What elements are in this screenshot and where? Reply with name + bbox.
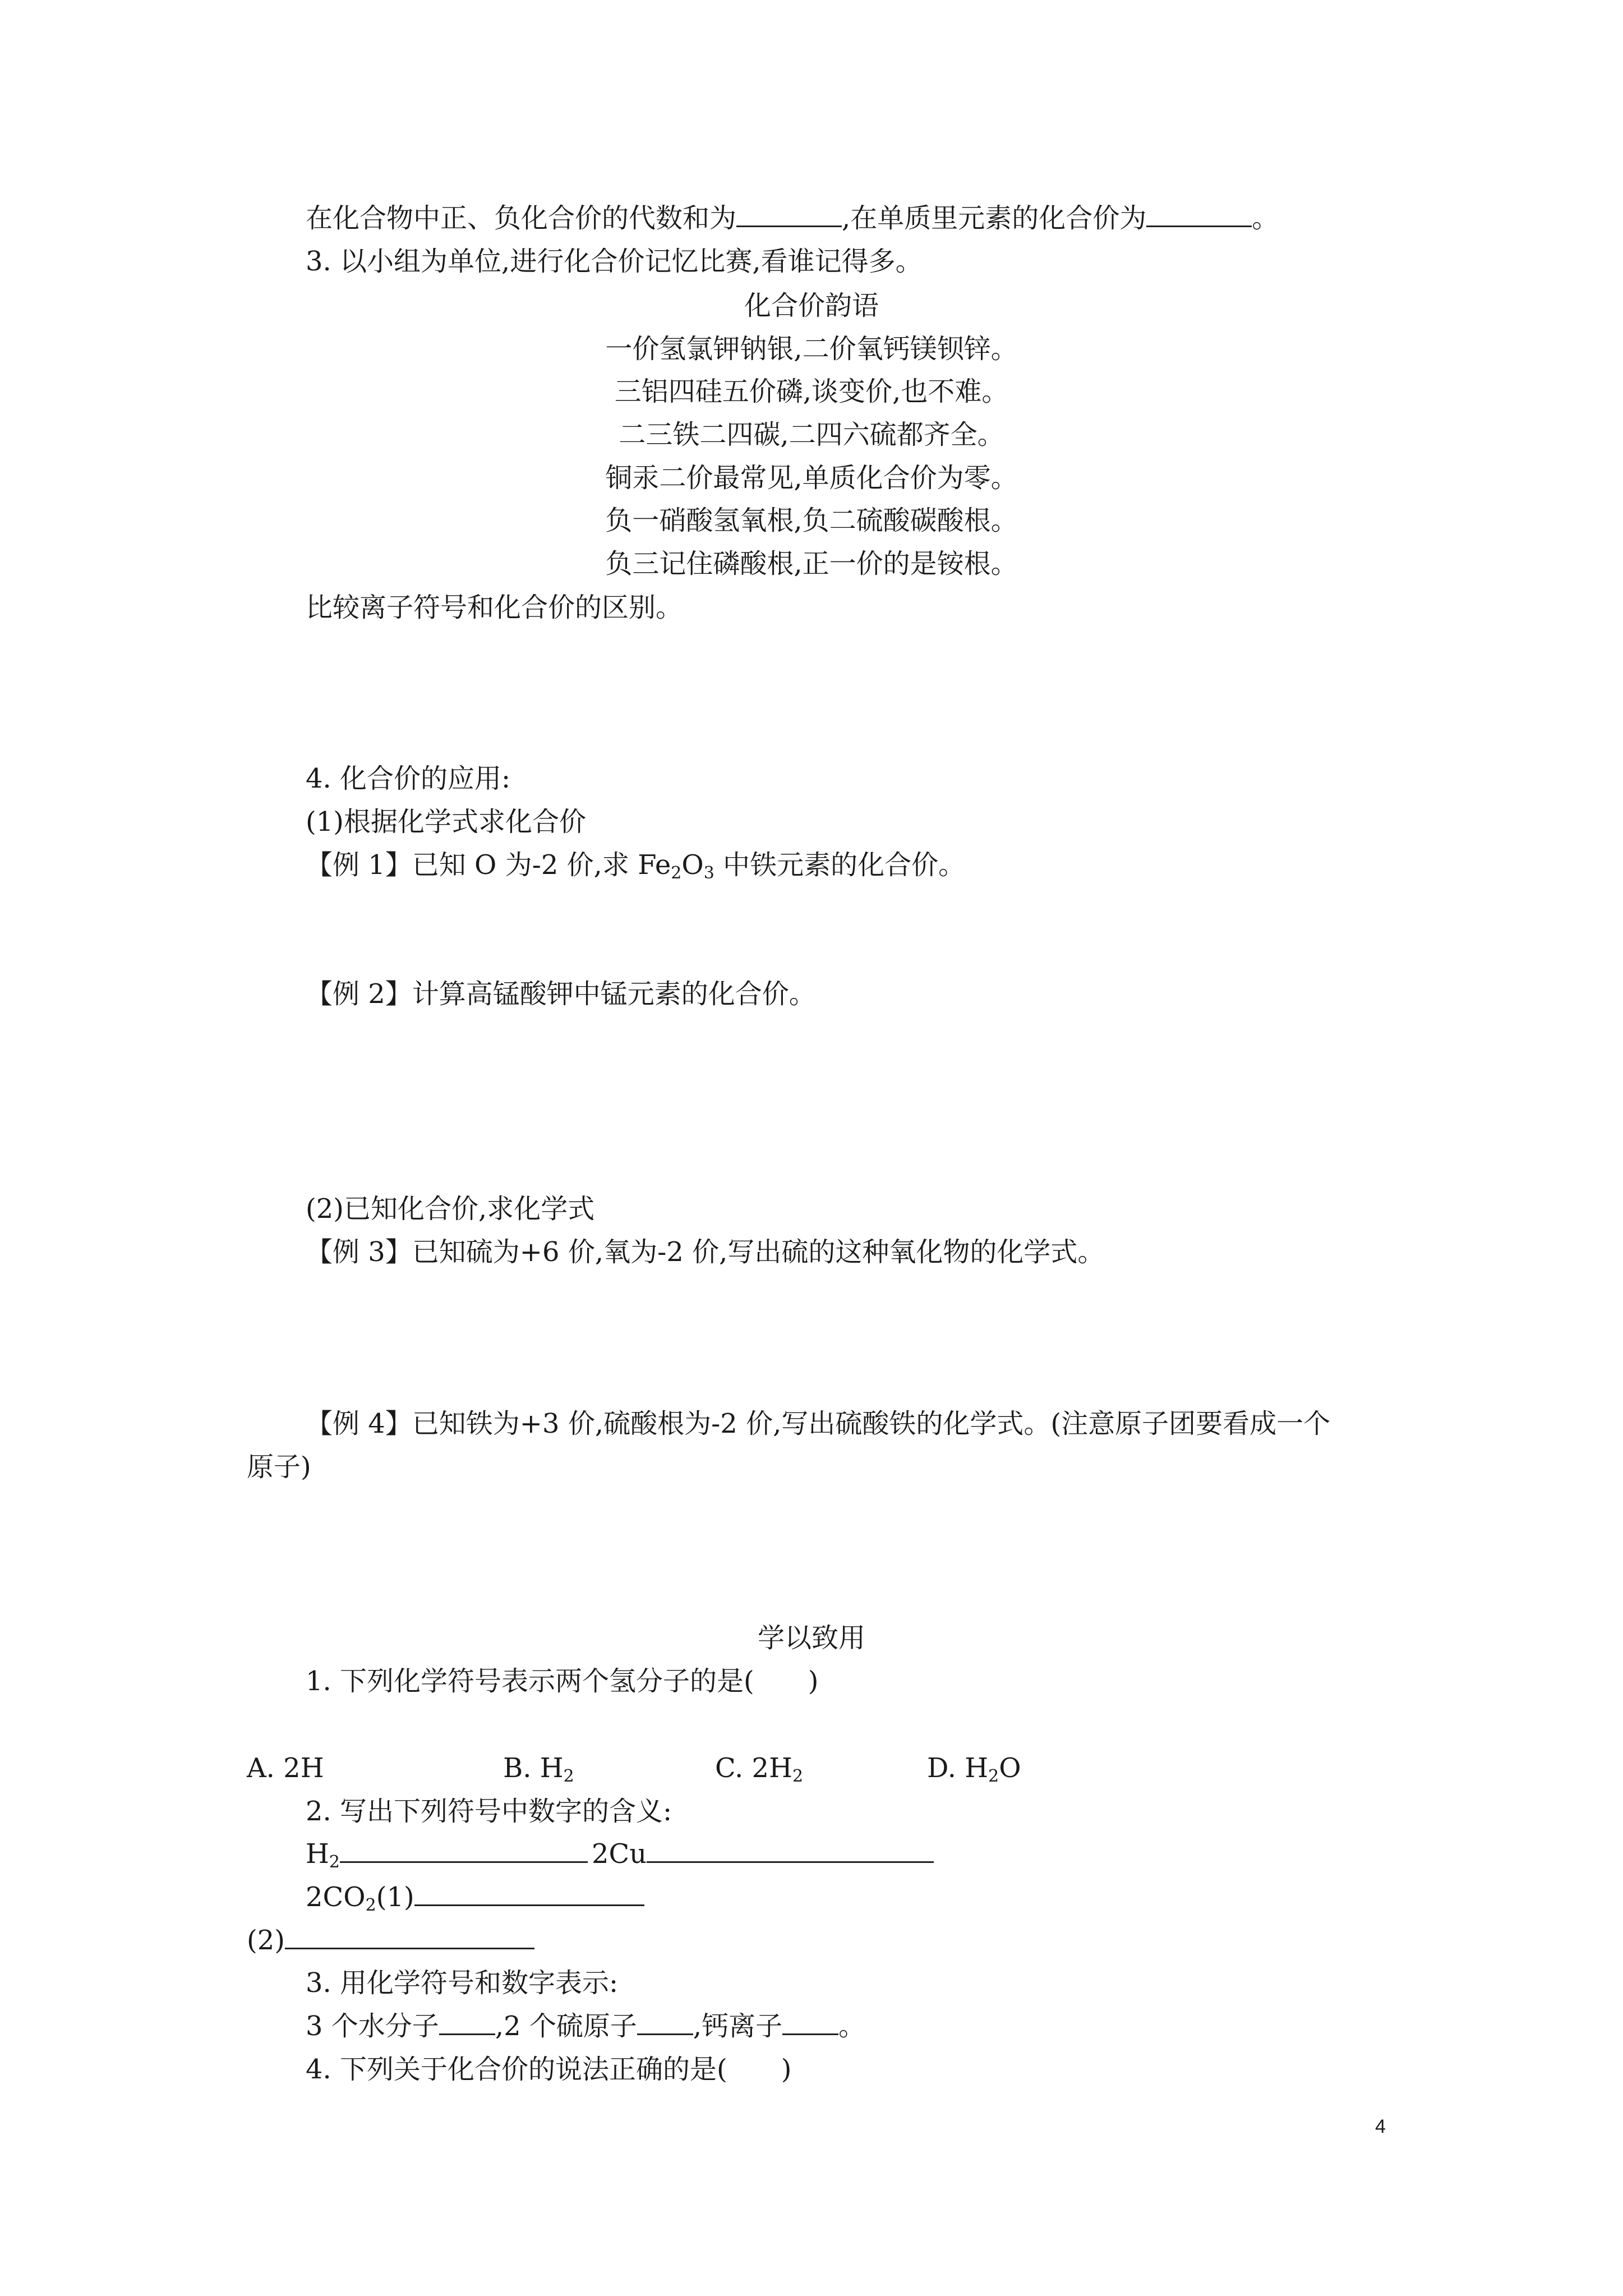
blank-algebraic-sum[interactable] (736, 203, 842, 227)
example-1-text: 【例 1】已知 O 为-2 价,求 Fe (306, 849, 671, 881)
question-1: 1. 下列化学符号表示两个氢分子的是( ) (306, 1665, 819, 1697)
q2-part2-line: (2) (247, 1924, 534, 1957)
rhyme-title: 化合价韵语 (744, 290, 879, 321)
intro-line (306, 201, 1279, 235)
subscript: 2 (671, 863, 682, 883)
subscript: 2 (365, 1895, 376, 1915)
item3-text: 3. 以小组为单位,进行化合价记忆比赛,看谁记得多。 (306, 246, 923, 277)
question-2: 2. 写出下列符号中数字的含义: (306, 1796, 672, 1827)
intro-text-end: 。 (1252, 203, 1279, 234)
blank-2co2-meaning-1[interactable] (414, 1882, 644, 1906)
example-4-line2: 原子) (247, 1451, 311, 1483)
subscript: 2 (329, 1852, 340, 1872)
example-4-line1: 【例 4】已知铁为+3 价,硫酸根为-2 价,写出硫酸铁的化学式。(注意原子团要看成一个 (306, 1408, 1331, 1439)
blank-2cu-meaning[interactable] (647, 1839, 934, 1863)
part1-heading: (1)根据化学式求化合价 (306, 806, 586, 838)
question-4: 4. 下列关于化合价的说法正确的是( ) (306, 2054, 792, 2085)
part2-heading: (2)已知化合价,求化学式 (306, 1193, 595, 1225)
practice-title: 学以致用 (757, 1622, 865, 1654)
example-1-text: 中铁元素的化合价。 (714, 849, 966, 881)
example-3: 【例 3】已知硫为+6 价,氧为-2 价,写出硫的这种氧化物的化学式。 (306, 1236, 1105, 1268)
example-1-text: O (681, 849, 704, 881)
subscript: 2 (792, 1766, 804, 1786)
rhyme-line: 铜汞二价最常见,单质化合价为零。 (605, 462, 1018, 494)
rhyme-line: 负三记住磷酸根,正一价的是铵根。 (605, 548, 1018, 579)
q3-items: 3 个水分子 ,2 个硫原子 ,钙离子 。 (306, 2010, 866, 2042)
rhyme-line: 三铝四硅五价磷,谈变价,也不难。 (614, 376, 1009, 407)
example-1 (306, 848, 965, 890)
q2-co2-line: $2CO_2(1)$ (306, 1880, 644, 1922)
subscript: 2 (563, 1766, 574, 1786)
q2-cu-line: 2Cu (592, 1837, 934, 1871)
option-a[interactable]: A. 2H (247, 1752, 324, 1784)
rhyme-line: 二三铁二四碳,二四六硫都齐全。 (619, 419, 1004, 450)
q2-h2-line: $H_2$ (306, 1837, 588, 1879)
rhyme-line: 一价氢氯钾钠银,二价氧钙镁钡锌。 (605, 333, 1018, 365)
question-3: 3. 用化学符号和数字表示: (306, 1967, 619, 1999)
application-heading: 4. 化合价的应用: (306, 763, 511, 794)
blank-sulfur-atoms[interactable] (637, 2011, 693, 2035)
subscript: 3 (703, 863, 714, 883)
option-c[interactable]: C. $2H_2$ (715, 1752, 804, 1786)
intro-text-b: ,在单质里元素的化合价为 (842, 203, 1147, 234)
rhyme-line: 负一硝酸氢氧根,负二硫酸碳酸根。 (605, 505, 1018, 536)
subscript: 2 (988, 1766, 999, 1786)
example-2: 【例 2】计算高锰酸钾中锰元素的化合价。 (306, 978, 816, 1010)
blank-water-molecules[interactable] (439, 2011, 495, 2035)
blank-calcium-ion[interactable] (782, 2011, 838, 2035)
blank-element-valence[interactable] (1146, 203, 1252, 227)
blank-2co2-meaning-2[interactable] (285, 1925, 534, 1949)
blank-h2-meaning[interactable] (340, 1839, 588, 1863)
page-number: 4 (1375, 2116, 1386, 2137)
option-b[interactable]: B. $H_2$ (503, 1752, 574, 1786)
option-d[interactable]: D. $H_2O$ (927, 1752, 1021, 1786)
intro-text-a: 在化合物中正、负化合价的代数和为 (306, 203, 737, 234)
compare-text: 比较离子符号和化合价的区别。 (306, 592, 683, 623)
